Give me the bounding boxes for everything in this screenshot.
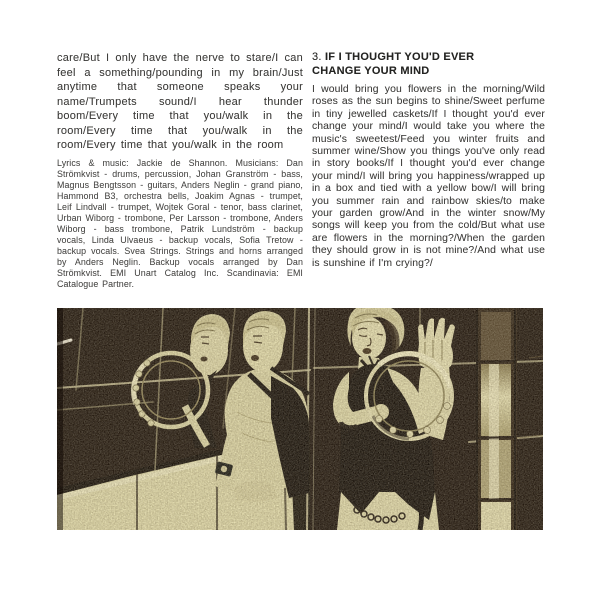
track-heading <box>312 51 545 78</box>
left-column <box>57 51 303 290</box>
track-title-line1: IF I THOUGHT YOU'D EVER <box>325 51 475 63</box>
credits-text: Lyrics & music: Jackie de Shannon. Musicians: Dan Strömkvist - drums, percussion, Johan Granström - bass, Magnus Bengtsson - guitars, Anders Neglin - grand piano, Hammond B3, orchestra bells, Joakim Agnas - trumpet, Leif Lindvall - trumpet, Wojtek Goral - tenor, bass clarinet, Urban Wiborg - trombone, Per Larsson - trombone, Anders Wiborg - bass trombone, Patrik Lundström - backup vocals, Linda Ulvaeus - backup vocals, Sofia Tretow - backup vocals. Svea Strings. Strings and horns arranged by Anders Neglin. Backup vocals arranged by Dan Strömkvist. EMI Unart Catalog Inc. Scandinavia: EMI Catalogue Partner. <box>57 157 303 290</box>
grain-dark <box>57 308 543 530</box>
album-photo <box>57 308 543 530</box>
album-photo-graphic <box>57 308 543 530</box>
text-columns <box>57 51 545 290</box>
track-title-line2: CHANGE YOUR MIND <box>312 64 430 77</box>
track-number: 3. <box>312 51 322 63</box>
right-column <box>312 51 545 290</box>
lyrics-continuation-text: care/But I only have the nerve to stare/I can feel a something/pounding in my brain/Just anytime that someone speaks your name/Trumpets sound/I hear thunder boom/Every time that you/walk in the room/Every time that you/walk in the room/Every time that you/walk in the room <box>57 52 303 151</box>
lyrics-text: I would bring you flowers in the morning/Wild roses as the sun begins to shine/Sweet perfume in tiny jewelled caskets/If I thought you'd ever change your mind/I would take you where the music's sweetest/Feed you winter fruits and summer wine/Show you things you've only read in story books/If I thought you'd ever change your mind/I will bring you happiness/wrapped up in a box and tied with a yellow bow/I will bring you summer rain and rainbow skies/to make your garden grow/And in the winter snow/My songs will keep you from the cold/But what use are flowers in the morning?/When the garden they should grow in is not mine?/And what use is sunshine if I'm crying?/ <box>312 84 545 269</box>
